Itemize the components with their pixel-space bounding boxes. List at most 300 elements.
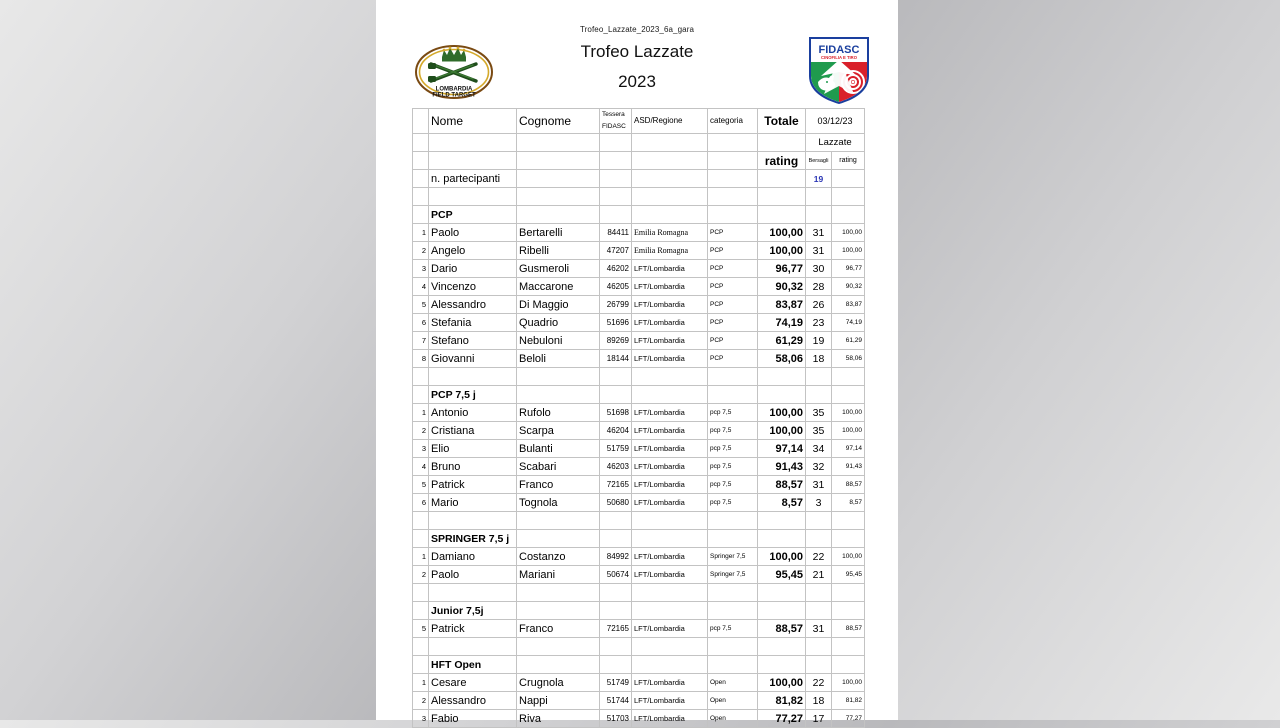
header-event-name: Lazzate <box>806 134 865 152</box>
cell-rank: 4 <box>413 278 429 296</box>
cell-nome: Elio <box>429 440 517 458</box>
participants-rank-blank <box>413 170 429 188</box>
section-rank-blank <box>413 602 429 620</box>
cell-totale: 100,00 <box>758 422 806 440</box>
section-header-row <box>413 206 865 224</box>
table-row <box>413 710 865 728</box>
cell-cognome: Nappi <box>517 692 600 710</box>
table-row <box>413 548 865 566</box>
header3-blank-cell <box>413 152 429 170</box>
section-header-row <box>413 386 865 404</box>
participants-blank-cell <box>632 170 708 188</box>
header-cognome: Cognome <box>517 109 600 134</box>
cell-rating: 97,14 <box>832 440 865 458</box>
cell-rating: 88,57 <box>832 476 865 494</box>
section-rank-blank <box>413 530 429 548</box>
header-event-rating: rating <box>832 152 865 170</box>
section-blank-cell <box>806 530 832 548</box>
cell-asd: Emilia Romagna <box>632 224 708 242</box>
header3-blank-cell <box>429 152 517 170</box>
cell-bersagli: 22 <box>806 674 832 692</box>
spacer-blank-cell <box>708 368 758 386</box>
cell-asd: LFT/Lombardia <box>632 674 708 692</box>
section-blank-cell <box>600 206 632 224</box>
cell-asd: LFT/Lombardia <box>632 296 708 314</box>
section-blank-cell <box>806 386 832 404</box>
section-blank-cell <box>832 656 865 674</box>
section-blank-cell <box>517 656 600 674</box>
section-blank-cell <box>708 602 758 620</box>
cell-cognome: Franco <box>517 620 600 638</box>
header2-blank-cell <box>517 134 600 152</box>
participants-blank-cell <box>517 170 600 188</box>
cell-cognome: Ribelli <box>517 242 600 260</box>
header-tessera: Tessera FIDASC <box>600 109 632 134</box>
cell-tessera: 84992 <box>600 548 632 566</box>
cell-totale: 88,57 <box>758 476 806 494</box>
spacer-blank-cell <box>413 512 429 530</box>
fidasc-logo <box>808 36 870 104</box>
cell-totale: 97,14 <box>758 440 806 458</box>
cell-totale: 95,45 <box>758 566 806 584</box>
section-blank-cell <box>806 656 832 674</box>
cell-tessera: 50680 <box>600 494 632 512</box>
cell-bersagli: 19 <box>806 332 832 350</box>
section-blank-cell <box>600 530 632 548</box>
header2-blank-cell <box>600 134 632 152</box>
spacer-row <box>413 512 865 530</box>
cell-cognome: Bertarelli <box>517 224 600 242</box>
cell-asd: LFT/Lombardia <box>632 476 708 494</box>
cell-bersagli: 31 <box>806 242 832 260</box>
header3-blank-cell <box>708 152 758 170</box>
cell-nome: Patrick <box>429 476 517 494</box>
cell-tessera: 46204 <box>600 422 632 440</box>
section-blank-cell <box>632 206 708 224</box>
spacer-blank-cell <box>708 188 758 206</box>
cell-bersagli: 31 <box>806 224 832 242</box>
header2-blank-cell <box>429 134 517 152</box>
section-blank-cell <box>517 386 600 404</box>
cell-totale: 91,43 <box>758 458 806 476</box>
section-blank-cell <box>600 602 632 620</box>
section-blank-cell <box>708 206 758 224</box>
cell-nome: Alessandro <box>429 296 517 314</box>
participants-label: n. partecipanti <box>429 170 517 188</box>
cell-cognome: Riva <box>517 710 600 728</box>
cell-nome: Cesare <box>429 674 517 692</box>
table-row <box>413 314 865 332</box>
cell-cognome: Franco <box>517 476 600 494</box>
spacer-blank-cell <box>517 512 600 530</box>
cell-totale: 100,00 <box>758 548 806 566</box>
cell-rating: 81,82 <box>832 692 865 710</box>
section-blank-cell <box>708 386 758 404</box>
section-title: PCP 7,5 j <box>429 386 517 404</box>
cell-categoria: Open <box>708 674 758 692</box>
cell-totale: 83,87 <box>758 296 806 314</box>
cell-tessera: 84411 <box>600 224 632 242</box>
section-blank-cell <box>806 206 832 224</box>
spacer-blank-cell <box>517 638 600 656</box>
cell-rating: 61,29 <box>832 332 865 350</box>
results-table <box>412 108 865 728</box>
header2-blank-cell <box>708 134 758 152</box>
cell-rating: 100,00 <box>832 404 865 422</box>
spacer-blank-cell <box>832 512 865 530</box>
table-header-row-2 <box>413 134 865 152</box>
document-filename: Trofeo_Lazzate_2023_6a_gara <box>579 25 695 34</box>
spacer-blank-cell <box>517 188 600 206</box>
cell-nome: Mario <box>429 494 517 512</box>
cell-tessera: 72165 <box>600 476 632 494</box>
table-row <box>413 296 865 314</box>
spacer-blank-cell <box>806 368 832 386</box>
cell-asd: LFT/Lombardia <box>632 404 708 422</box>
cell-cognome: Tognola <box>517 494 600 512</box>
spacer-blank-cell <box>708 512 758 530</box>
cell-cognome: Beloli <box>517 350 600 368</box>
cell-categoria: pcp 7,5 <box>708 620 758 638</box>
cell-nome: Patrick <box>429 620 517 638</box>
cell-asd: LFT/Lombardia <box>632 332 708 350</box>
cell-nome: Paolo <box>429 566 517 584</box>
cell-rating: 90,32 <box>832 278 865 296</box>
cell-nome: Bruno <box>429 458 517 476</box>
cell-categoria: pcp 7,5 <box>708 494 758 512</box>
cell-asd: LFT/Lombardia <box>632 566 708 584</box>
cell-cognome: Costanzo <box>517 548 600 566</box>
cell-bersagli: 26 <box>806 296 832 314</box>
header2-totale-blank <box>758 134 806 152</box>
cell-asd: LFT/Lombardia <box>632 278 708 296</box>
table-row <box>413 566 865 584</box>
section-title: SPRINGER 7,5 j <box>429 530 517 548</box>
cell-nome: Damiano <box>429 548 517 566</box>
cell-bersagli: 35 <box>806 422 832 440</box>
spacer-blank-cell <box>806 512 832 530</box>
spacer-blank-cell <box>832 188 865 206</box>
spacer-blank-cell <box>600 584 632 602</box>
cell-rank: 1 <box>413 224 429 242</box>
header3-blank-cell <box>600 152 632 170</box>
cell-nome: Cristiana <box>429 422 517 440</box>
cell-rating: 100,00 <box>832 548 865 566</box>
cell-bersagli: 21 <box>806 566 832 584</box>
cell-cognome: Maccarone <box>517 278 600 296</box>
spacer-blank-cell <box>758 368 806 386</box>
spacer-row <box>413 584 865 602</box>
cell-asd: LFT/Lombardia <box>632 314 708 332</box>
cell-rank: 3 <box>413 440 429 458</box>
cell-rating: 95,45 <box>832 566 865 584</box>
spacer-blank-cell <box>600 368 632 386</box>
section-blank-cell <box>708 530 758 548</box>
section-blank-cell <box>806 602 832 620</box>
spacer-blank-cell <box>413 584 429 602</box>
cell-totale: 61,29 <box>758 332 806 350</box>
cell-totale: 88,57 <box>758 620 806 638</box>
cell-categoria: PCP <box>708 224 758 242</box>
fidasc-logo-line1: FIDASC <box>818 44 860 56</box>
section-blank-cell <box>832 386 865 404</box>
table-row <box>413 422 865 440</box>
document-header <box>376 38 898 108</box>
cell-tessera: 51698 <box>600 404 632 422</box>
cell-tessera: 51759 <box>600 440 632 458</box>
spacer-blank-cell <box>832 638 865 656</box>
section-title: Junior 7,5j <box>429 602 517 620</box>
cell-asd: LFT/Lombardia <box>632 620 708 638</box>
cell-cognome: Quadrio <box>517 314 600 332</box>
cell-rank: 5 <box>413 620 429 638</box>
spacer-blank-cell <box>806 188 832 206</box>
header-asd: ASD/Regione <box>632 109 708 134</box>
section-blank-cell <box>832 530 865 548</box>
spacer-blank-cell <box>413 638 429 656</box>
spacer-blank-cell <box>413 188 429 206</box>
spacer-blank-cell <box>632 188 708 206</box>
table-row <box>413 458 865 476</box>
table-row <box>413 260 865 278</box>
cell-bersagli: 3 <box>806 494 832 512</box>
header3-blank-cell <box>632 152 708 170</box>
cell-rank: 5 <box>413 476 429 494</box>
spacer-row <box>413 188 865 206</box>
section-header-row <box>413 656 865 674</box>
cell-asd: LFT/Lombardia <box>632 458 708 476</box>
section-rank-blank <box>413 206 429 224</box>
table-header-row-3 <box>413 152 865 170</box>
cell-rating: 96,77 <box>832 260 865 278</box>
section-header-row <box>413 530 865 548</box>
section-blank-cell <box>758 386 806 404</box>
results-table-body <box>413 109 865 728</box>
cell-totale: 74,19 <box>758 314 806 332</box>
cell-asd: LFT/Lombardia <box>632 422 708 440</box>
section-blank-cell <box>758 656 806 674</box>
cell-asd: LFT/Lombardia <box>632 440 708 458</box>
cell-rank: 5 <box>413 296 429 314</box>
section-blank-cell <box>517 602 600 620</box>
section-blank-cell <box>517 530 600 548</box>
cell-categoria: PCP <box>708 350 758 368</box>
section-blank-cell <box>600 656 632 674</box>
cell-cognome: Gusmeroli <box>517 260 600 278</box>
spacer-blank-cell <box>600 638 632 656</box>
cell-rank: 2 <box>413 422 429 440</box>
participants-row <box>413 170 865 188</box>
cell-categoria: PCP <box>708 278 758 296</box>
header-date: 03/12/23 <box>806 109 865 134</box>
cell-rating: 91,43 <box>832 458 865 476</box>
cell-tessera: 46203 <box>600 458 632 476</box>
cell-tessera: 51744 <box>600 692 632 710</box>
cell-bersagli: 23 <box>806 314 832 332</box>
document-page <box>376 0 898 725</box>
spacer-blank-cell <box>429 584 517 602</box>
cell-nome: Giovanni <box>429 350 517 368</box>
section-blank-cell <box>517 206 600 224</box>
participants-rating-blank <box>832 170 865 188</box>
cell-rank: 1 <box>413 674 429 692</box>
spacer-blank-cell <box>429 188 517 206</box>
spacer-blank-cell <box>806 638 832 656</box>
cell-bersagli: 32 <box>806 458 832 476</box>
section-title: HFT Open <box>429 656 517 674</box>
section-blank-cell <box>632 656 708 674</box>
section-blank-cell <box>600 386 632 404</box>
cell-asd: LFT/Lombardia <box>632 260 708 278</box>
spacer-blank-cell <box>758 188 806 206</box>
cell-nome: Stefano <box>429 332 517 350</box>
cell-totale: 90,32 <box>758 278 806 296</box>
cell-tessera: 51703 <box>600 710 632 728</box>
spacer-blank-cell <box>708 584 758 602</box>
page-title: Trofeo Lazzate <box>580 42 694 61</box>
spacer-blank-cell <box>517 584 600 602</box>
cell-categoria: PCP <box>708 242 758 260</box>
cell-tessera: 89269 <box>600 332 632 350</box>
table-row <box>413 440 865 458</box>
cell-cognome: Bulanti <box>517 440 600 458</box>
header-nome: Nome <box>429 109 517 134</box>
cell-totale: 100,00 <box>758 224 806 242</box>
cell-categoria: PCP <box>708 332 758 350</box>
spacer-blank-cell <box>632 512 708 530</box>
cell-categoria: pcp 7,5 <box>708 404 758 422</box>
section-rank-blank <box>413 656 429 674</box>
table-row <box>413 278 865 296</box>
section-blank-cell <box>632 530 708 548</box>
section-header-row <box>413 602 865 620</box>
spacer-blank-cell <box>429 512 517 530</box>
cell-rating: 58,06 <box>832 350 865 368</box>
spacer-blank-cell <box>632 584 708 602</box>
cell-rating: 100,00 <box>832 242 865 260</box>
cell-bersagli: 35 <box>806 404 832 422</box>
cell-rank: 3 <box>413 710 429 728</box>
cell-cognome: Crugnola <box>517 674 600 692</box>
lft-logo-line1: LOMBARDIA <box>435 86 473 93</box>
cell-cognome: Nebuloni <box>517 332 600 350</box>
section-blank-cell <box>832 206 865 224</box>
cell-asd: LFT/Lombardia <box>632 494 708 512</box>
fidasc-logo-line2: CINOFILIA E TIRO <box>821 55 857 60</box>
table-row <box>413 350 865 368</box>
cell-categoria: pcp 7,5 <box>708 422 758 440</box>
header-bersagli: Bersagli <box>806 152 832 170</box>
table-row <box>413 674 865 692</box>
cell-rating: 77,27 <box>832 710 865 728</box>
cell-tessera: 26799 <box>600 296 632 314</box>
cell-categoria: PCP <box>708 296 758 314</box>
cell-bersagli: 31 <box>806 620 832 638</box>
table-row <box>413 476 865 494</box>
table-row <box>413 620 865 638</box>
cell-nome: Dario <box>429 260 517 278</box>
cell-nome: Angelo <box>429 242 517 260</box>
cell-categoria: PCP <box>708 314 758 332</box>
header2-blank-cell <box>632 134 708 152</box>
cell-totale: 100,00 <box>758 404 806 422</box>
spacer-blank-cell <box>758 584 806 602</box>
cell-categoria: Open <box>708 710 758 728</box>
page-title-year: 2023 <box>618 72 656 91</box>
cell-asd: Emilia Romagna <box>632 242 708 260</box>
section-blank-cell <box>632 602 708 620</box>
cell-nome: Stefania <box>429 314 517 332</box>
header-rating: rating <box>758 152 806 170</box>
spacer-blank-cell <box>708 638 758 656</box>
cell-rating: 100,00 <box>832 422 865 440</box>
cell-tessera: 47207 <box>600 242 632 260</box>
cell-tessera: 50674 <box>600 566 632 584</box>
section-blank-cell <box>758 206 806 224</box>
section-blank-cell <box>632 386 708 404</box>
participants-count: 19 <box>806 170 832 188</box>
header2-blank-cell <box>413 134 429 152</box>
cell-bersagli: 18 <box>806 350 832 368</box>
cell-totale: 81,82 <box>758 692 806 710</box>
section-blank-cell <box>832 602 865 620</box>
cell-rank: 4 <box>413 458 429 476</box>
header3-blank-cell <box>517 152 600 170</box>
section-rank-blank <box>413 386 429 404</box>
cell-totale: 96,77 <box>758 260 806 278</box>
participants-blank-cell <box>758 170 806 188</box>
cell-totale: 58,06 <box>758 350 806 368</box>
cell-cognome: Rufolo <box>517 404 600 422</box>
cell-rank: 7 <box>413 332 429 350</box>
spacer-blank-cell <box>832 584 865 602</box>
header-categoria: categoria <box>708 109 758 134</box>
cell-cognome: Scarpa <box>517 422 600 440</box>
spacer-blank-cell <box>758 638 806 656</box>
spacer-blank-cell <box>517 368 600 386</box>
spacer-blank-cell <box>806 584 832 602</box>
cell-tessera: 46205 <box>600 278 632 296</box>
cell-categoria: pcp 7,5 <box>708 458 758 476</box>
cell-bersagli: 18 <box>806 692 832 710</box>
participants-blank-cell <box>600 170 632 188</box>
cell-tessera: 51749 <box>600 674 632 692</box>
table-row <box>413 494 865 512</box>
cell-asd: LFT/Lombardia <box>632 710 708 728</box>
cell-rating: 74,19 <box>832 314 865 332</box>
spacer-row <box>413 368 865 386</box>
table-row <box>413 404 865 422</box>
cell-categoria: pcp 7,5 <box>708 440 758 458</box>
cell-bersagli: 28 <box>806 278 832 296</box>
cell-rank: 1 <box>413 404 429 422</box>
cell-categoria: Springer 7,5 <box>708 548 758 566</box>
table-row <box>413 224 865 242</box>
cell-totale: 100,00 <box>758 242 806 260</box>
table-header-row-1 <box>413 109 865 134</box>
cell-rank: 1 <box>413 548 429 566</box>
spacer-blank-cell <box>632 368 708 386</box>
cell-tessera: 46202 <box>600 260 632 278</box>
section-blank-cell <box>758 602 806 620</box>
cell-categoria: Open <box>708 692 758 710</box>
lft-logo-line2: FIELD TARGET <box>432 92 476 99</box>
cell-asd: LFT/Lombardia <box>632 350 708 368</box>
cell-nome: Alessandro <box>429 692 517 710</box>
spacer-blank-cell <box>600 512 632 530</box>
cell-cognome: Scabari <box>517 458 600 476</box>
cell-nome: Paolo <box>429 224 517 242</box>
